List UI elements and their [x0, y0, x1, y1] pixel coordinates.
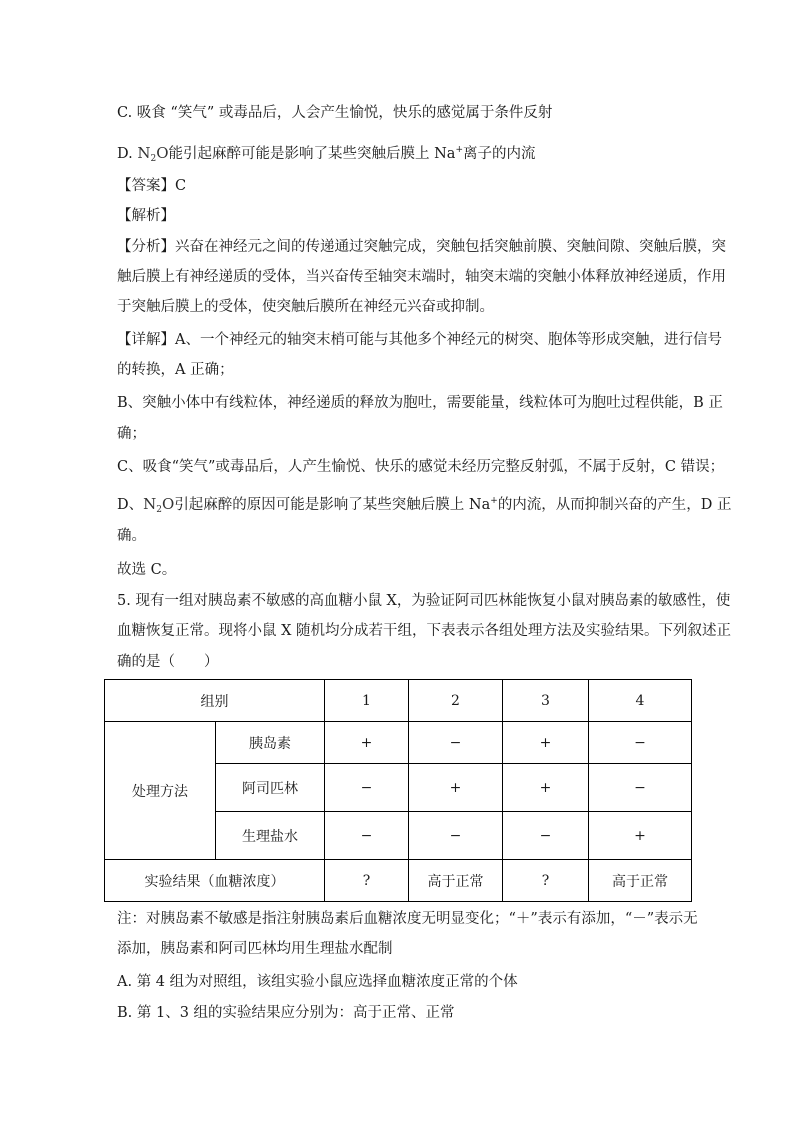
option-d-prev: D. $N_2O$能引起麻醉可能是影响了某些突触后膜上 Na+离子的内流	[117, 144, 536, 164]
row-name: 胰岛素	[216, 722, 325, 764]
n2o-formula: $N_2O$	[137, 144, 169, 164]
result-label: 实验结果（血糖浓度）	[105, 860, 325, 902]
table-cell: −	[325, 764, 409, 812]
table-cell: +	[589, 812, 692, 860]
note-line-1: 注：对胰岛素不敏感是指注射胰岛素后血糖浓度无明显变化；“＋”表示有添加，“－”表示无	[117, 911, 698, 927]
option-d-prefix: D.	[117, 146, 138, 162]
question-line-1: 5. 现有一组对胰岛素不敏感的高血糖小鼠 X，为验证阿司匹林能恢复小鼠对胰岛素的敏感性，使	[117, 593, 731, 609]
option-a: A. 第 4 组为对照组，该组实验小鼠应选择血糖浓度正常的个体	[117, 974, 518, 990]
group-2: 2	[409, 680, 503, 722]
analysis-fenxi-1: 【分析】兴奋在神经元之间的传递通过突触完成，突触包括突触前膜、突触间隙、突触后膜，突	[117, 239, 726, 255]
row-name: 生理盐水	[216, 812, 325, 860]
table-cell: +	[325, 722, 409, 764]
detail-d-1: D、$N_2O$引起麻醉的原因可能是影响了某些突触后膜上 Na+的内流，从而抑制兴奋的产生，D 正	[117, 495, 732, 515]
option-b: B. 第 1、3 组的实验结果应分别为：高于正常、正常	[117, 1005, 455, 1021]
result-cell: ?	[325, 860, 409, 902]
detail-b-2: 确；	[117, 426, 146, 442]
result-cell: ?	[503, 860, 589, 902]
table-cell: −	[409, 812, 503, 860]
table-row	[105, 722, 692, 764]
row-name: 阿司匹林	[216, 764, 325, 812]
table-cell: −	[409, 722, 503, 764]
analysis-fenxi-3: 于突触后膜上的受体，使突触后膜所在神经元兴奋或抑制。	[117, 299, 494, 315]
table-header-row	[105, 680, 692, 722]
group-1: 1	[325, 680, 409, 722]
detail-c: C、吸食“笑气”或毒品后，人产生愉悦、快乐的感觉未经历完整反射弧，不属于反射，C 错误；	[117, 459, 725, 475]
table-cell: −	[325, 812, 409, 860]
detail-b-1: B、突触小体中有线粒体，神经递质的释放为胞吐，需要能量，线粒体可为胞吐过程供能，B 正	[117, 395, 723, 411]
group-4: 4	[589, 680, 692, 722]
analysis-fenxi-2: 触后膜上有神经递质的受体，当兴奋传至轴突末端时，轴突末端的突触小体释放神经递质，作用	[117, 269, 726, 285]
table-cell: −	[503, 812, 589, 860]
answer-value: C	[175, 178, 187, 194]
table-cell: −	[589, 722, 692, 764]
note-line-2: 添加，胰岛素和阿司匹林均用生理盐水配制	[117, 941, 393, 957]
option-c-prev: C. 吸食 “笑气” 或毒品后，人会产生愉悦，快乐的感觉属于条件反射	[117, 105, 553, 121]
analysis-label: 【解析】	[117, 208, 175, 224]
treatment-label: 处理方法	[105, 722, 216, 860]
table-cell: −	[589, 764, 692, 812]
detail-d-2: 确。	[117, 528, 146, 544]
result-cell: 高于正常	[589, 860, 692, 902]
table-cell: +	[503, 764, 589, 812]
question-line-3: 确的是（ ）	[117, 654, 219, 670]
result-cell: 高于正常	[409, 860, 503, 902]
n2o-formula-detail: $N_2O$	[143, 495, 175, 515]
conclusion: 故选 C。	[117, 562, 177, 578]
group-label: 组别	[105, 680, 325, 722]
detail-a-1: 【详解】A、一个神经元的轴突末梢可能与其他多个神经元的树突、胞体等形成突触，进行信号	[117, 332, 722, 348]
group-3: 3	[503, 680, 589, 722]
experiment-table	[104, 679, 692, 902]
question-line-2: 血糖恢复正常。现将小鼠 X 随机均分成若干组，下表表示各组处理方法及实验结果。下列叙述正	[117, 623, 732, 639]
answer-line	[117, 175, 186, 197]
table-result-row	[105, 860, 692, 902]
table-cell: +	[409, 764, 503, 812]
answer-label: 【答案】	[117, 178, 175, 194]
table-cell: +	[503, 722, 589, 764]
detail-a-2: 的转换，A 正确；	[117, 362, 234, 378]
